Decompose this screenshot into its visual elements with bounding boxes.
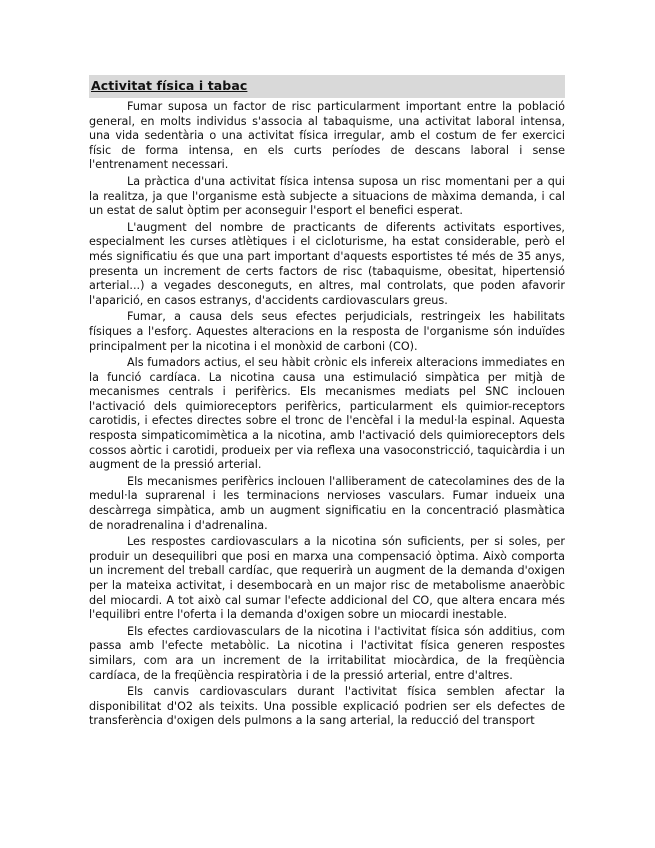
paragraph-8: Els efectes cardiovasculars de la nicotina i l'activitat física són additius, com passa amb l'efecte metabòlic. La nicotina i l'activitat física generen respostes similars, com ara un increment de la irritabilitat miocàrdica, de la freqüència cardíaca, de la freqüència respiratòria i de la pressió arterial, entre d'altres. bbox=[89, 624, 565, 682]
heading-bar bbox=[89, 75, 565, 98]
paragraph-4: Fumar, a causa dels seus efectes perjudicials, restringeix les habilitats físiques a l'esforç. Aquestes alteracions en la resposta de l'organisme són induïdes principalment per la nicotina i el monòxid de carboni (CO). bbox=[89, 310, 565, 353]
paragraph-5: Als fumadors actius, el seu hàbit crònic els infereix alteracions immediates en la funció cardíaca. La nicotina causa una estimulació simpàtica per mitjà de mecanismes centrals i perifèrics. Els mecanismes mediats pel SNC inclouen l'activació dels quimioreceptors perifèrics, particularment els quimior-receptors carotidis, i efectes directes sobre el tronc de l'encèfal i la medul·la espinal. Aquesta resposta simpaticomimètica a la nicotina, amb l'activació dels quimioreceptors dels cossos aòrtic i carotidi, produeix per via reflexa una vasoconstricció, taquicàrdia i un augment de la pressió arterial. bbox=[89, 356, 565, 472]
paragraph-1: Fumar suposa un factor de risc particularment important entre la població general, en molts individus s'associa al tabaquisme, una activitat laboral intensa, una vida sedentària o una activitat física irregular, amb el costum de fer exercici físic de forma intensa, en els curts períodes de descans laboral i sense l'entrenament necessari. bbox=[89, 100, 565, 172]
document-heading: Activitat física i tabac bbox=[91, 78, 248, 94]
paragraph-3: L'augment del nombre de practicants de diferents activitats esportives, especialment les curses atlètiques i el cicloturisme, ha estat considerable, però el més significatiu és que una part important d'aquests esportistes té més de 35 anys, presenta un increment de certs factors de risc (tabaquisme, obesitat, hipertensió arterial...) a vegades desconeguts, en altres, mal controlats, que poden afavorir l'aparició, en casos estranys, d'accidents cardiovasculars greus. bbox=[89, 220, 565, 307]
paragraph-2: La pràctica d'una activitat física intensa suposa un risc momentani per a qui la realitza, ja que l'organisme està subjecte a situacions de màxima demanda, i cal un estat de salut òptim per aconseguir l'esport el benefici esperat. bbox=[89, 174, 565, 218]
paragraph-9: Els canvis cardiovasculars durant l'activitat física semblen afectar la disponibilitat d'O2 als teixits. Una possible explicació podrien ser els defectes de transferència d'oxigen dels pulmons a la sang arterial, la reducció del transport bbox=[89, 685, 565, 728]
document-page bbox=[89, 75, 565, 731]
paragraph-6: Els mecanismes perifèrics inclouen l'alliberament de catecolamines des de la medul·la suprarenal i les terminacions nervioses vasculars. Fumar indueix una descàrrega simpàtica, amb un augment significatiu en la concentració plasmàtica de noradrenalina i d'adrenalina. bbox=[89, 474, 565, 532]
paragraph-7: Les respostes cardiovasculars a la nicotina són suficients, per si soles, per produir un desequilibri que posi en marxa una compensació òptima. Això comporta un increment del treball cardíac, que requerirà un augment de la demanda d'oxigen per la mateixa activitat, i desembocarà en un major risc de metabolisme anaeròbic del miocardi. A tot això cal sumar l'efecte addicional del CO, que altera encara més l'equilibri entre l'oferta i la demanda d'oxigen sobre un miocardi inestable. bbox=[89, 535, 565, 622]
